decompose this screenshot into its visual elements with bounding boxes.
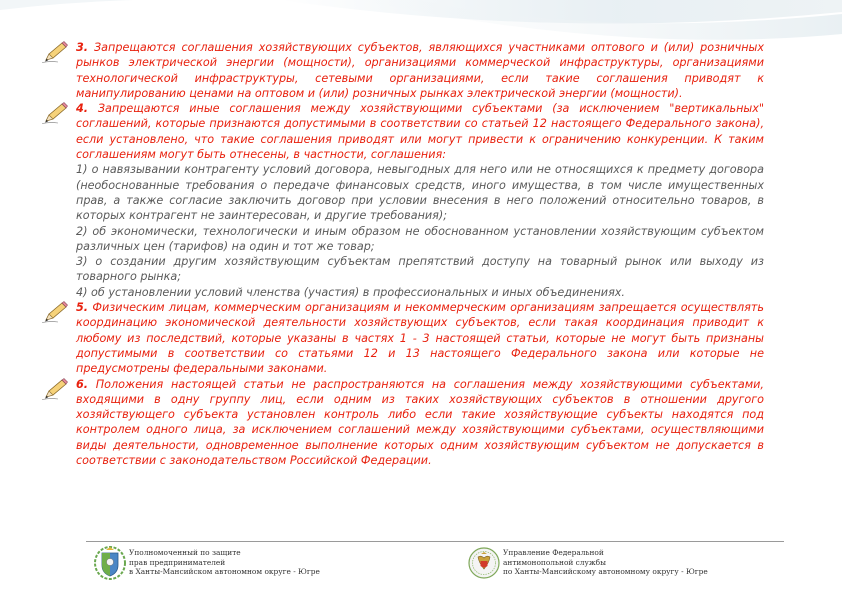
section-text: Запрещаются иные соглашения между хозяйствующими субъектами (за исключением "вертикальных" соглашений, которые признаются допустимыми в соответствии со статьей 12 настоящего Федерального закона), если установлено, что такие соглашения приводят или могут привести к ограничению конкуренции. К таким соглашениям могут быть отнесены, в частности, соглашения: <box>76 102 764 162</box>
section-5 <box>76 300 764 376</box>
pencil-icon <box>42 378 68 400</box>
footer-left-line: Уполномоченный по защите <box>129 548 241 557</box>
section-text: Физическим лицам, коммерческим организациям и некоммерческим организациям запрещается осуществлять координацию экономической деятельности хозяйствующих субъектов, если такая координация приводит к любому из последствий, которые указаны в частях 1 - 3 настоящей статьи, которые не могут быть признаны допустимыми в соответствии со статьями 12 и 13 настоящего Федерального закона или которые не предусмотрены федеральными законами. <box>76 301 764 376</box>
section-number: 4. <box>76 102 89 116</box>
footer-divider <box>86 541 784 542</box>
footer-right-line: по Ханты-Мансийскому автономному округу - Югре <box>503 567 708 577</box>
section-4 <box>76 101 764 300</box>
list-item: 2) об экономически, технологически и иным образом не обоснованном установлении хозяйствующим субъектом различных цен (тарифов) на один и тот же товар; <box>76 224 764 253</box>
section-6 <box>76 377 764 469</box>
section-text: Запрещаются соглашения хозяйствующих субъектов, являющихся участниками оптового и (или) розничных рынков электрической энергии (мощности), организациями коммерческой инфраструктуры, организациями технологической инфраструктуры, сетевыми организациями, если такие соглашения приводят к манипулированию ценами на оптовом и (или) розничных рынках электрической энергии (мощности). <box>76 41 764 100</box>
footer-left-line: прав предпринимателей <box>129 557 226 567</box>
fas-emblem-icon <box>467 545 501 581</box>
footer-left-line: в Ханты-Мансийском автономном округе - Югре <box>129 567 320 577</box>
list-item: 1) о навязывании контрагенту условий договора, невыгодных для него или не относящихся к предмету договора (необоснованные требования о передаче финансовых средств, иного имущества, в том числе имущественных прав, а также согласие заключить договор при условии внесения в него положений относительно товаров, в которых контрагент не заинтересован, и другие требования); <box>76 163 764 223</box>
section-number: 6. <box>76 377 89 391</box>
footer-left <box>93 545 320 581</box>
list-item: 4) об установлении условий членства (участия) в профессиональных и иных объединениях. <box>76 285 625 299</box>
pencil-icon <box>42 301 68 323</box>
section-number: 3. <box>76 41 89 54</box>
pencil-icon <box>42 102 68 124</box>
footer-right-line: Управление Федеральной <box>503 548 604 557</box>
section-text: Положения настоящей статьи не распространяются на соглашения между хозяйствующими субъектами, входящими в одну группу лиц, если одним из таких хозяйствующих субъектов в отношении другого хозяйствующего субъекта установлен контроль либо если такие хозяйствующие субъекты находятся под контролем одного лица, за исключением соглашений между хозяйствующими субъектами, осуществляющими виды деятельности, одновременное выполнение которых одним хозяйствующим субъектом не допускается в соответствии с законодательством Российской Федерации. <box>76 377 764 468</box>
khmao-emblem-icon <box>93 545 127 581</box>
list-item: 3) о создании другим хозяйствующим субъектам препятствий доступу на товарный рынок или выходу из товарного рынка; <box>76 255 764 284</box>
footer-right <box>467 545 708 581</box>
footer-right-line: антимонопольной службы <box>503 557 606 567</box>
section-number: 5. <box>76 301 89 315</box>
section-3 <box>76 40 764 101</box>
pencil-icon <box>42 41 68 63</box>
article-content <box>76 40 764 468</box>
